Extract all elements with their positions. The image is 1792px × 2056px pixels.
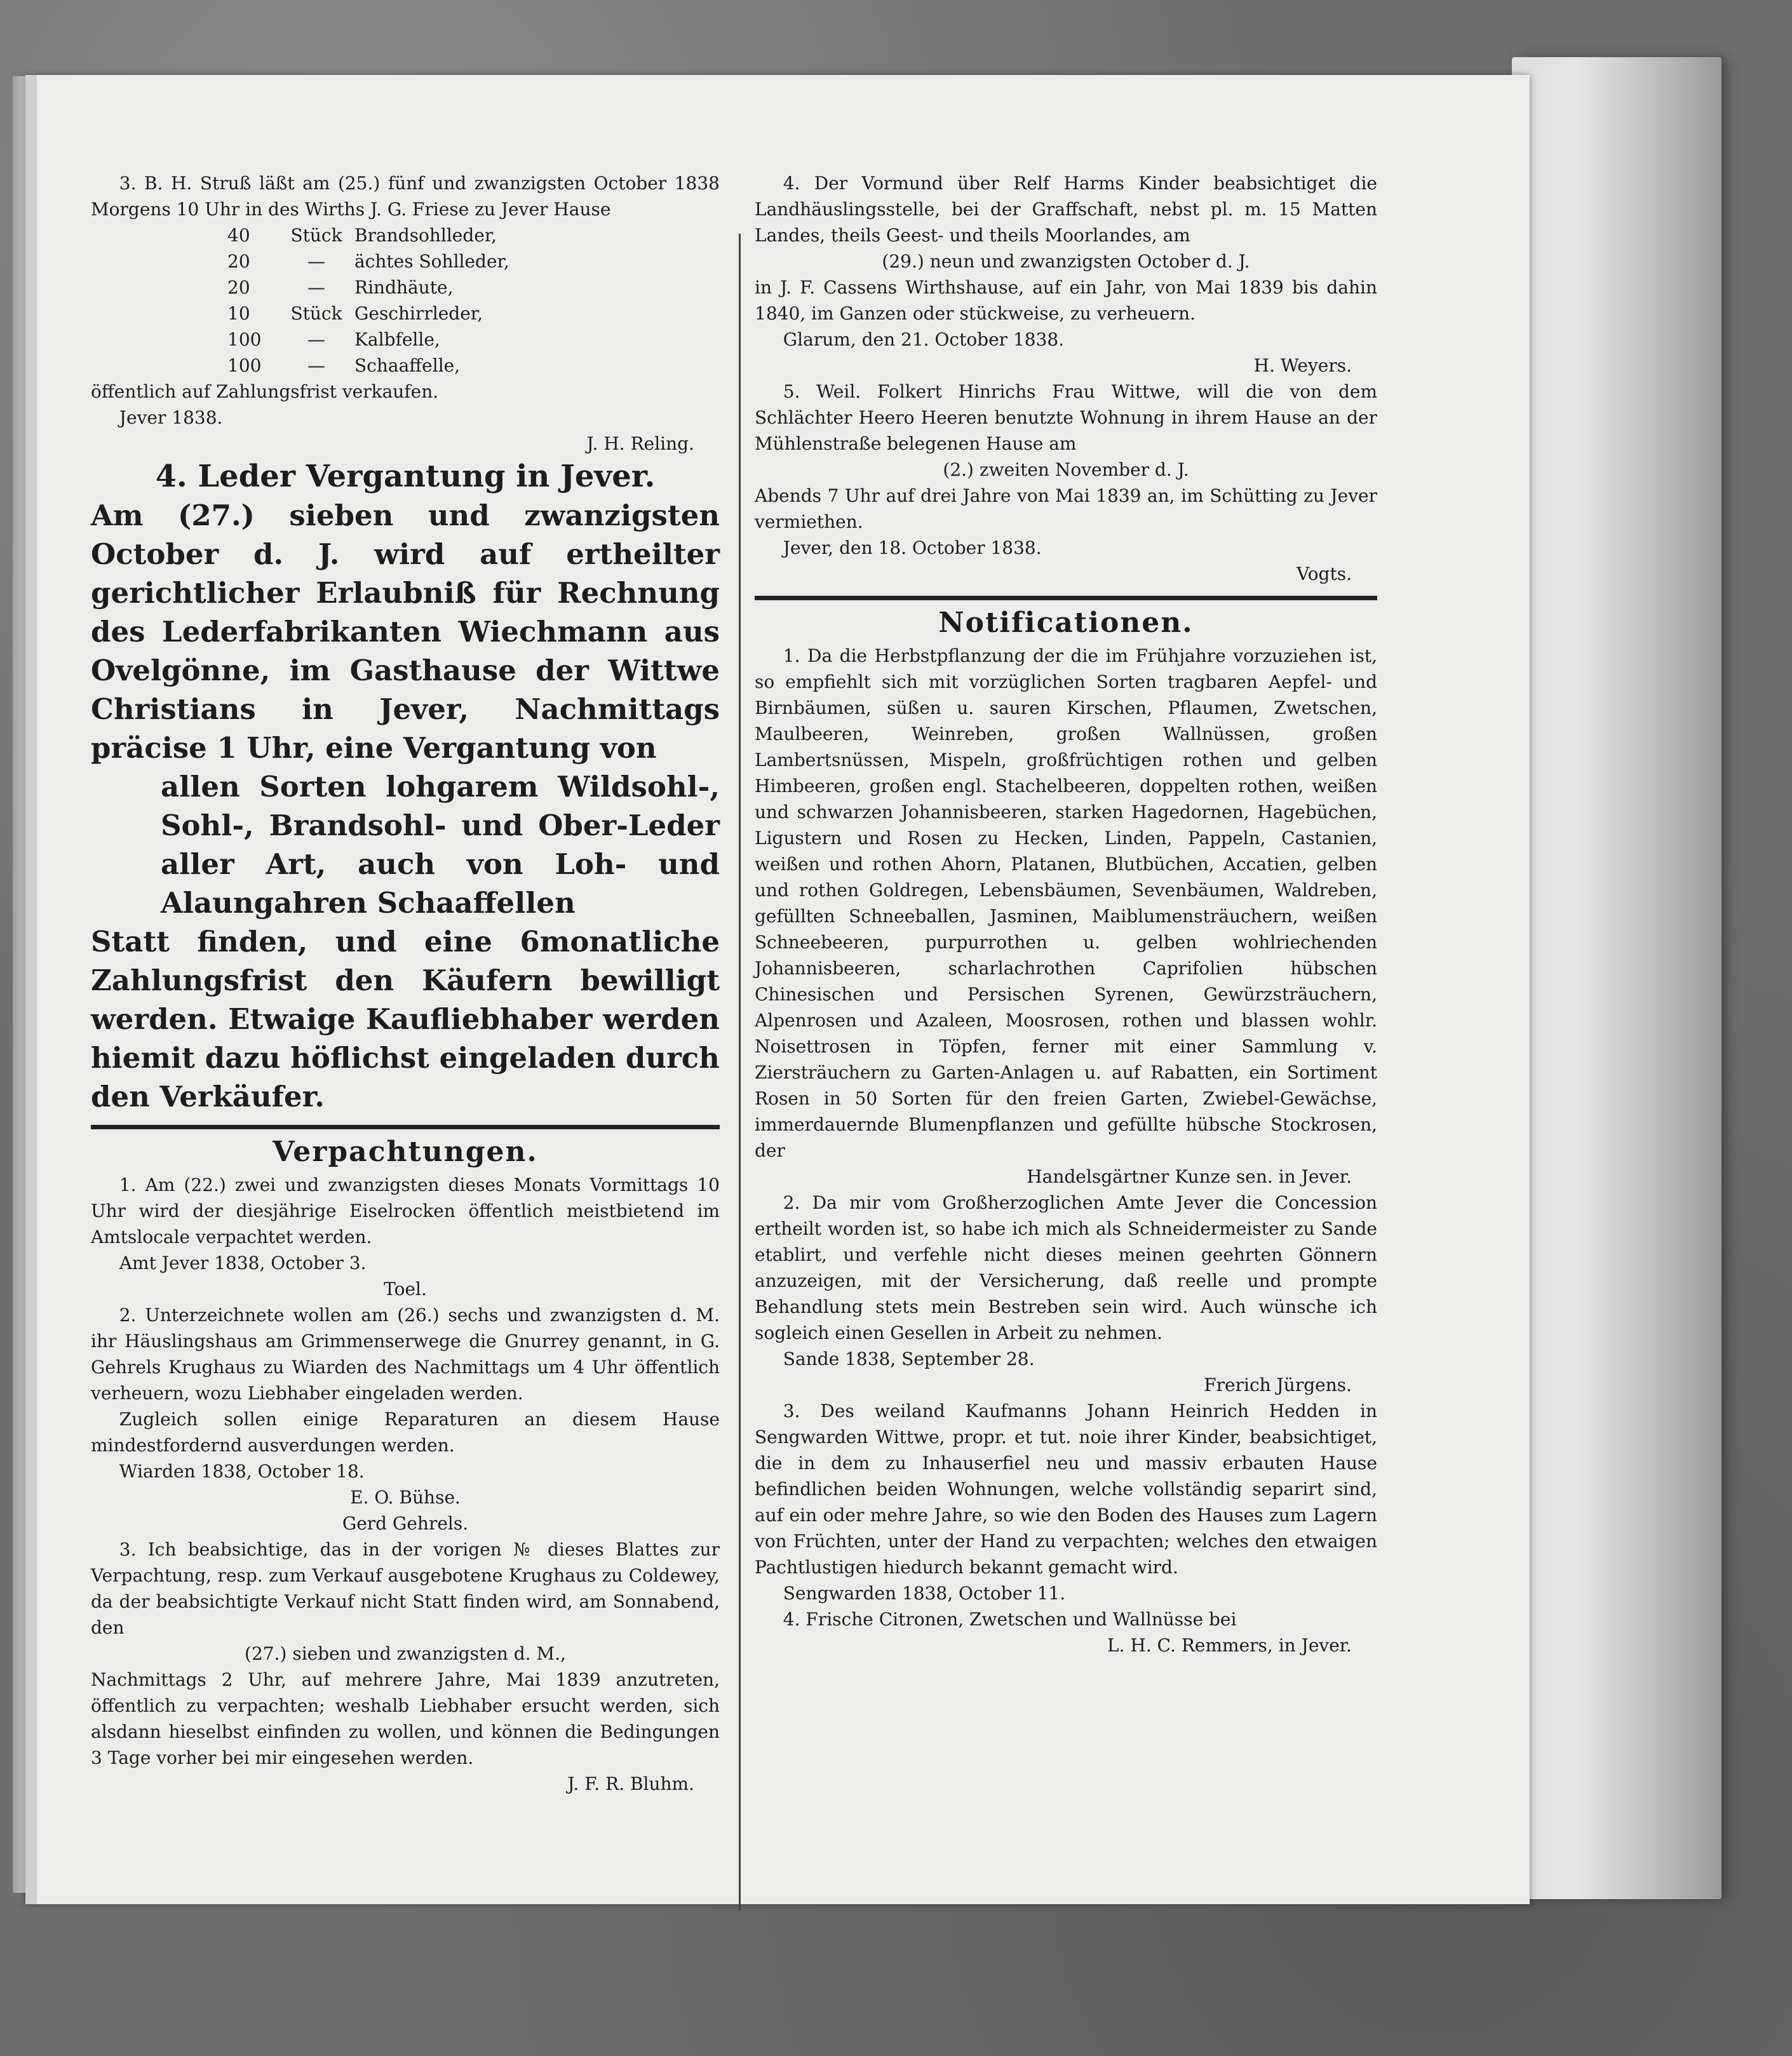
notice-1-signature: Handelsgärtner Kunze sen. in Jever. [1027,1166,1352,1187]
notificationen-heading: Notificationen. [938,607,1194,639]
notice-2-text: 2. Da mir vom Großherzoglichen Amte Jever die Concession ertheilt worden ist, so habe ich mich als Schneidermeister zu Sande etablirt, und verfehle nicht dieses meinen geehrten Gönnern anzuzeigen, mit der Versicherung, daß reelle und prompte Behandlung stets mein Bestreben sein wird. Auch wünsche ich sogleich einen Gesellen in Arbeit zu nehmen. [755,1192,1377,1343]
lease-4-signature: H. Weyers. [1253,355,1352,376]
lease-2-text-b: Zugleich sollen einige Reparaturen an diesem Hause mindestfordernd ausverdungen werden. [91,1409,720,1456]
sale-3-item-list [91,222,720,379]
notice-3-text: 3. Des weiland Kaufmanns Johann Heinrich Hedden in Sengwarden Wittwe, propr. et tut. noie ihrer Kinder, beabsichtiget, die in dem zu Inhauserfiel neu und massiv erbauten Hause befindlichen beiden Wohnungen, welche vollständig separirt sind, auf ein oder mehre Jahre, so wie den Boden des Hauses zum Lagern von Früchten, unter der Hand zu verpachten; welches den etwaigen Pachtlustigen hiedurch bekannt gemacht wird. [755,1401,1377,1578]
list-item: 100 — Schaaffelle, [227,355,461,376]
list-item: 20 — Rindhäute, [227,277,454,298]
newspaper-page [25,75,1530,1904]
leather-auction-text-2: allen Sorten lohgarem Wildsohl-, Sohl-, Brandsohl- und Ober-Leder aller Art, auch von Loh- und Alaungahren Schaaffellen [161,770,720,920]
lease-2-signature-2: Gerd Gehrels. [342,1513,469,1534]
sale-3-lead: 3. B. H. Struß läßt am (25.) fünf und zwanzigsten October 1838 Morgens 10 Uhr in des Wirths J. G. Friese zu Jever Hause [91,173,720,220]
leather-auction-text-1: Am (27.) sieben und zwanzigsten October d. J. wird auf ertheilter gerichtlicher Erlaubniß für Rechnung des Lederfabrikanten Wiechmann aus Ovelgönne, im Gasthause der Wittwe Christians in Jever, Nachmittags präcise 1 Uhr, eine Vergantung von [91,499,720,765]
list-item: 40 Stück Brandsohlleder, [227,225,497,246]
lease-2-signature-1: E. O. Bühse. [350,1487,461,1508]
right-column [755,170,1377,1658]
lease-2-place: Wiarden 1838, October 18. [119,1461,365,1482]
lease-1-signature: Toel. [384,1279,427,1300]
section-rule [755,596,1377,600]
lease-2-text: 2. Unterzeichnete wollen am (26.) sechs und zwanzigsten d. M. ihr Häuslingshaus am Grimmenserwege die Gnurrey genannt, in G. Gehrels Krughaus zu Wiarden des Nachmittags um 4 Uhr öffentlich verheuern, wozu Liebhaber eingeladen werden. [91,1305,720,1404]
lease-4-text-b: in J. F. Cassens Wirthshause, auf ein Jahr, von Mai 1839 bis dahin 1840, im Ganzen oder stückweise, zu verheuern. [755,277,1377,324]
leather-auction-title: 4. Leder Vergantung in Jever. [155,459,656,494]
lease-5-signature: Vogts. [1297,563,1352,584]
lease-5-text-b: Abends 7 Uhr auf drei Jahre von Mai 1839 an, im Schütting zu Jever vermiethen. [755,485,1377,532]
notice-3-place: Sengwarden 1838, October 11. [783,1583,1066,1604]
lease-1-text: 1. Am (22.) zwei und zwanzigsten dieses Monats Vormittags 10 Uhr wird der diesjährige Eiselrocken öffentlich meistbietend im Amtslocale verpachtet werden. [91,1174,720,1247]
lease-4-text: 4. Der Vormund über Relf Harms Kinder beabsichtiget die Landhäuslingsstelle, bei der Graffschaft, nebst pl. m. 15 Matten Landes, theils Geest- und theils Moorlandes, am [755,173,1377,246]
sale-3-place: Jever 1838. [119,407,223,428]
column-separator [739,234,741,1911]
notice-2-place: Sande 1838, September 28. [783,1348,1035,1369]
list-item: 20 — ächtes Sohlleder, [227,251,509,272]
notice-4-signature: L. H. C. Remmers, in Jever. [1107,1635,1352,1656]
verpachtungen-heading: Verpachtungen. [273,1136,538,1168]
notice-4-text: 4. Frische Citronen, Zwetschen und Wallnüsse bei [783,1609,1237,1630]
leather-auction-text-3: Statt finden, und eine 6monatliche Zahlungsfrist den Käufern bewilligt werden. Etwaige Kaufliebhaber werden hiemit dazu höflichst eingeladen durch [91,925,720,1075]
notice-1-text: 1. Da die Herbstpflanzung der die im Frühjahre vorzuziehen ist, so empfiehlt sich mit vorzüglichen Sorten tragbaren Aepfel- und Birnbäumen, süßen u. sauren Kirschen, Pflaumen, Zwetschen, Maulbeeren, Weinreben, großen Wallnüssen, großen Lambertsnüssen, Mispeln, großfrüchtigen rothen und gelben Himbeeren, großen engl. Stachelbeeren, doppelten rothen, weißen und schwarzen Johannisbeeren, starken Hagedornen, Hagebüchen, Ligustern und Rosen zu Hecken, Linden, Pappeln, Castanien, weißen und rothen Ahorn, Platanen, Blutbüchen, Accatien, gelben und rothen Goldregen, Lebensbäumen, Sevenbäumen, Waldreben, gefüllten Schneeballen, Jasminen, Maiblumensträuchern, weißen Schneebeeren, purpurrothen u. gelben wohlriechenden Johannisbeeren, scharlachrothen Caprifolien hübschen Chinesischen und Persischen Syrenen, Gewürzsträuchern, Alpenrosen und Azaleen, Moosrosen, rothen und blassen wohlr. Noisettrosen in Töpfen, ferner mit einer Sammlung v. Ziersträuchern zu Garten-Anlagen u. auf Rabatten, ein Sortiment Rosen in 50 Sorten für den freien Garten, Zwiebel-Gewächse, immerdauernde Blumenpflanzen und gefüllte hübsche Stockrosen, der [755,645,1377,1161]
lease-3-date: (27.) sieben und zwanzigsten d. M., [245,1643,566,1664]
lease-5-text: 5. Weil. Folkert Hinrichs Frau Wittwe, will die von dem Schlächter Heero Heeren benutzte Wohnung in ihrem Hause an der Mühlenstraße belegenen Hause am [755,381,1377,454]
lease-4-place: Glarum, den 21. October 1838. [783,329,1065,350]
leather-auction-signature: den Verkäufer. [91,1080,325,1113]
section-rule [91,1125,720,1129]
lease-3-signature: J. F. R. Bluhm. [567,1773,694,1794]
book-page-edges [1512,57,1721,1899]
list-item: 100 — Kalbfelle, [227,329,440,350]
list-item: 10 Stück Geschirrleder, [227,303,483,324]
sale-3-signature: J. H. Reling. [586,433,694,454]
lease-4-date: (29.) neun und zwanzigsten October d. J. [882,251,1250,272]
lease-3-text-b: Nachmittags 2 Uhr, auf mehrere Jahre, Mai 1839 anzutreten, öffentlich zu verpachten; weshalb Liebhaber ersucht werden, sich alsdann hieselbst einfinden zu wollen, und können die Bedingungen 3 Tage vorher bei mir eingesehen werden. [91,1669,720,1768]
lease-5-place: Jever, den 18. October 1838. [783,537,1042,558]
lease-5-date: (2.) zweiten November d. J. [943,459,1189,480]
sale-3-tail: öffentlich auf Zahlungsfrist verkaufen. [91,381,439,402]
lease-3-text: 3. Ich beabsichtige, das in der vorigen № dieses Blattes zur Verpachtung, resp. zum Verkauf ausgebotene Krughaus zu Coldewey, da der beabsichtigte Verkauf nicht Statt finden wird, am Sonnabend, den [91,1539,720,1638]
lease-1-place: Amt Jever 1838, October 3. [119,1253,367,1273]
notice-2-signature: Frerich Jürgens. [1204,1374,1352,1395]
left-column [91,170,720,1797]
